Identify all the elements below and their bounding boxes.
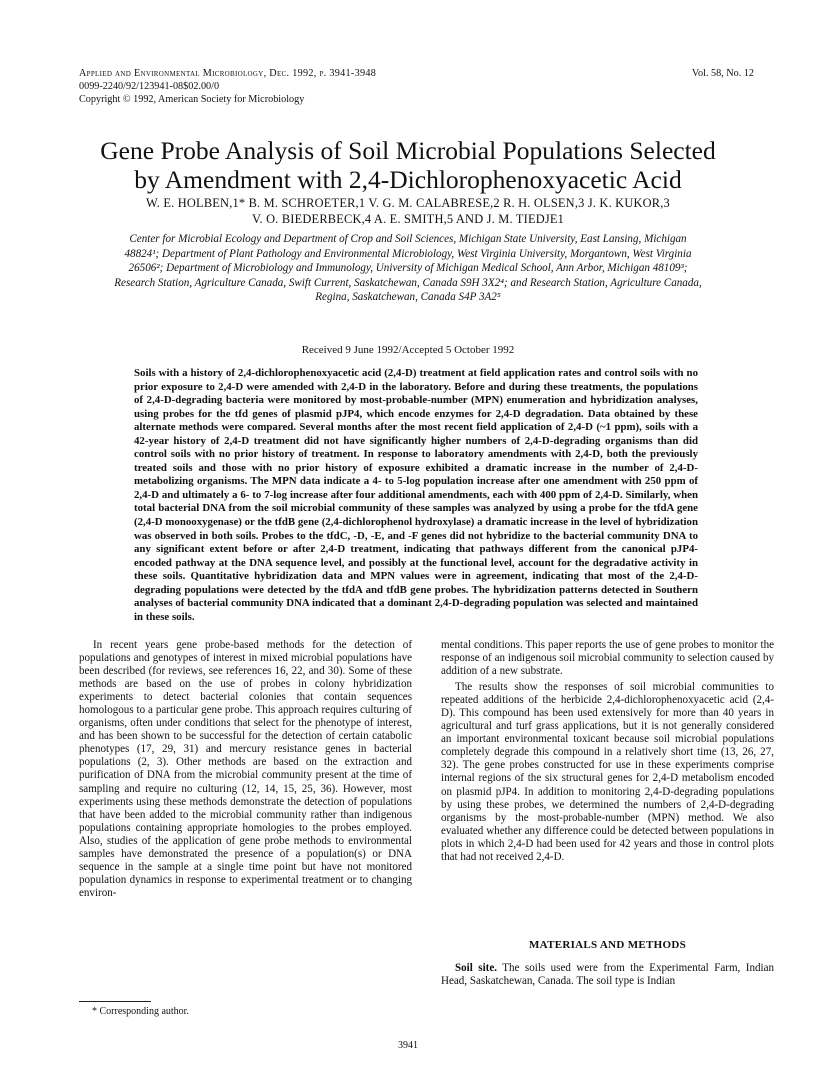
soil-site-text: The soils used were from the Experimental Farm, Indian Head, Saskatchewan, Canada. The soil type is Indian [441,962,774,988]
soil-site-paragraph [441,962,774,988]
journal-citation: Applied and Environmental Microbiology, Dec. 1992, p. 3941-3948 [79,68,377,79]
body-column-right [441,639,774,864]
running-header [79,67,376,106]
page-number: 3941 [398,1040,418,1051]
authors-line-1: W. E. HOLBEN,1* B. M. SCHROETER,1 V. G. M. CALABRESE,2 R. H. OLSEN,3 J. K. KUKOR,3 [146,196,670,210]
article-code: 0099-2240/92/123941-08$02.00/0 [79,81,220,92]
paper-title [60,136,756,194]
section-heading: MATERIALS AND METHODS [528,939,687,951]
author-list [60,195,756,227]
results-overview-paragraph: The results show the responses of soil microbial communities to repeated additions of the herbicide 2,4-dichlorophenoxyacetic acid (2,4-D). This compound has been used extensively for more than 40 years in agricultural and turf grass applications, but it is not generally considered an important environmental toxicant because soil microbial populations completely degrade this compound in a relatively short time (13, 26, 27, 32). The gene probes constructed for use in these experiments comprise internal regions of the six structural genes for 2,4-D metabolism encoded on plasmid pJP4. In addition to monitoring 2,4-D-degrading populations by using these probes, we determined the numbers of 2,4-D-degrading organisms by the most-probable-number (MPN) method. We also evaluated whether any difference could be detected between populations in plots in which 2,4-D had been used for 42 years and those in control plots that had not received 2,4-D. [441,681,774,863]
intro-paragraph: In recent years gene probe-based methods for the detection of populations and genotypes of interest in mixed microbial populations have been described (for reviews, see references 16, 22, and 30). Some of these methods are based on the use of probes in colony hybridization experiments to detect bacterial colonies that contain sequences homologous to a particular gene probe. This approach requires culturing of organisms, often under conditions that select for the phenotype of interest, and has been shown to be successful for the detection of certain catabolic phenotypes (17, 29, 31) and mercury resistance genes in bacterial populations (2, 3). Other methods are based on the extraction and purification of DNA from the microbial community present at the time of sampling and require no culturing (12, 14, 15, 25, 36). However, most experiments using these methods demonstrate the detection of populations that have been added to the microbial community rather than indigenous populations containing appropriate homologies to the probes employed. Also, studies of the application of gene probe methods to environmental samples have demonstrated the presence of a population(s) or DNA sequence in the sample at a single time point but have not monitored population dynamics in response to experimental treatment or to changing environ- [79,639,412,899]
abstract: Soils with a history of 2,4-dichlorophenoxyacetic acid (2,4-D) treatment at field application rates and control soils with no prior exposure to 2,4-D were amended with 2,4-D in the laboratory. Before and during these treatments, the populations of 2,4-D-degrading bacteria were monitored by most-probable-number (MPN) enumeration and hybridization analyses, using probes for the tfd genes of plasmid pJP4, which encode enzymes for 2,4-D degradation. Data obtained by these alternate methods were compared. Several months after the most recent field application of 2,4-D (~1 ppm), soils with a 42-year history of 2,4-D treatment did not have significantly higher numbers of 2,4-D-degrading organisms than did control soils with no prior history of treatment. In response to laboratory amendments with 2,4-D, both the previously treated soils and those with no prior history of exposure exhibited a dramatic increase in the number of 2,4-D-metabolizing organisms. The MPN data indicate a 4- to 5-log population increase after one amendment with 250 ppm of 2,4-D and ultimately a 6- to 7-log increase after four additional amendments, each with 400 ppm of 2,4-D. Similarly, when total bacterial DNA from the soil microbial community of these samples was analyzed by using a probe for the tfdA gene (2,4-D monooxygenase) or the tfdB gene (2,4-dichlorophenol hydroxylase) a dramatic increase in the level of hybridization was observed in both soils. Probes to the tfdC, -D, -E, and -F genes did not hybridize to the bacterial community DNA to any significant extent before or after 2,4-D treatment, indicating that pathways different from the canonical pJP4-encoded pathway at the DNA sequence level, and possibly at the functional level, account for the degradative activity in these soils. Quantitative hybridization data and MPN values were in agreement, indicating that most of the 2,4-D-degrading populations were detected by the tfdA and tfdB gene probes. The hybridization patterns detected in Southern analyses of bacterial community DNA indicated that a dominant 2,4-D-degrading population was selected and maintained in these soils. [134,367,698,623]
intro-continuation: mental conditions. This paper reports the use of gene probes to monitor the response of an indigenous soil microbial community to selection caused by addition of a new substrate. [441,639,774,678]
received-dates: Received 9 June 1992/Accepted 5 October 1992 [301,344,515,356]
affiliations: Center for Microbial Ecology and Department of Crop and Soil Sciences, Michigan State University, East Lansing, Michigan 48824¹; Department of Plant Pathology and Environmental Microbiology, West Virginia University, Morgantown, West Virginia 26506²; Department of Microbiology and Immunology, University of Michigan Medical School, Ann Arbor, Michigan 48109³; Research Station, Agriculture Canada, Swift Current, Saskatchewan, Canada S9H 3X2⁴; and Research Station, Agriculture Canada, Regina, Saskatchewan, Canada S4P 3A2⁵ [114,233,702,304]
copyright: Copyright © 1992, American Society for Microbiology [79,94,305,105]
volume-info: Vol. 58, No. 12 [691,68,754,79]
authors-line-2: V. O. BIEDERBECK,4 A. E. SMITH,5 AND J. M. TIEDJE1 [251,212,565,226]
footnote-rule [79,1001,151,1002]
title-line-1: Gene Probe Analysis of Soil Microbial Populations Selected [100,136,716,165]
title-line-2: by Amendment with 2,4-Dichlorophenoxyacetic Acid [134,165,682,194]
body-column-left [79,639,412,900]
footnote: * Corresponding author. [92,1006,189,1017]
soil-site-label: Soil site. [455,962,497,974]
